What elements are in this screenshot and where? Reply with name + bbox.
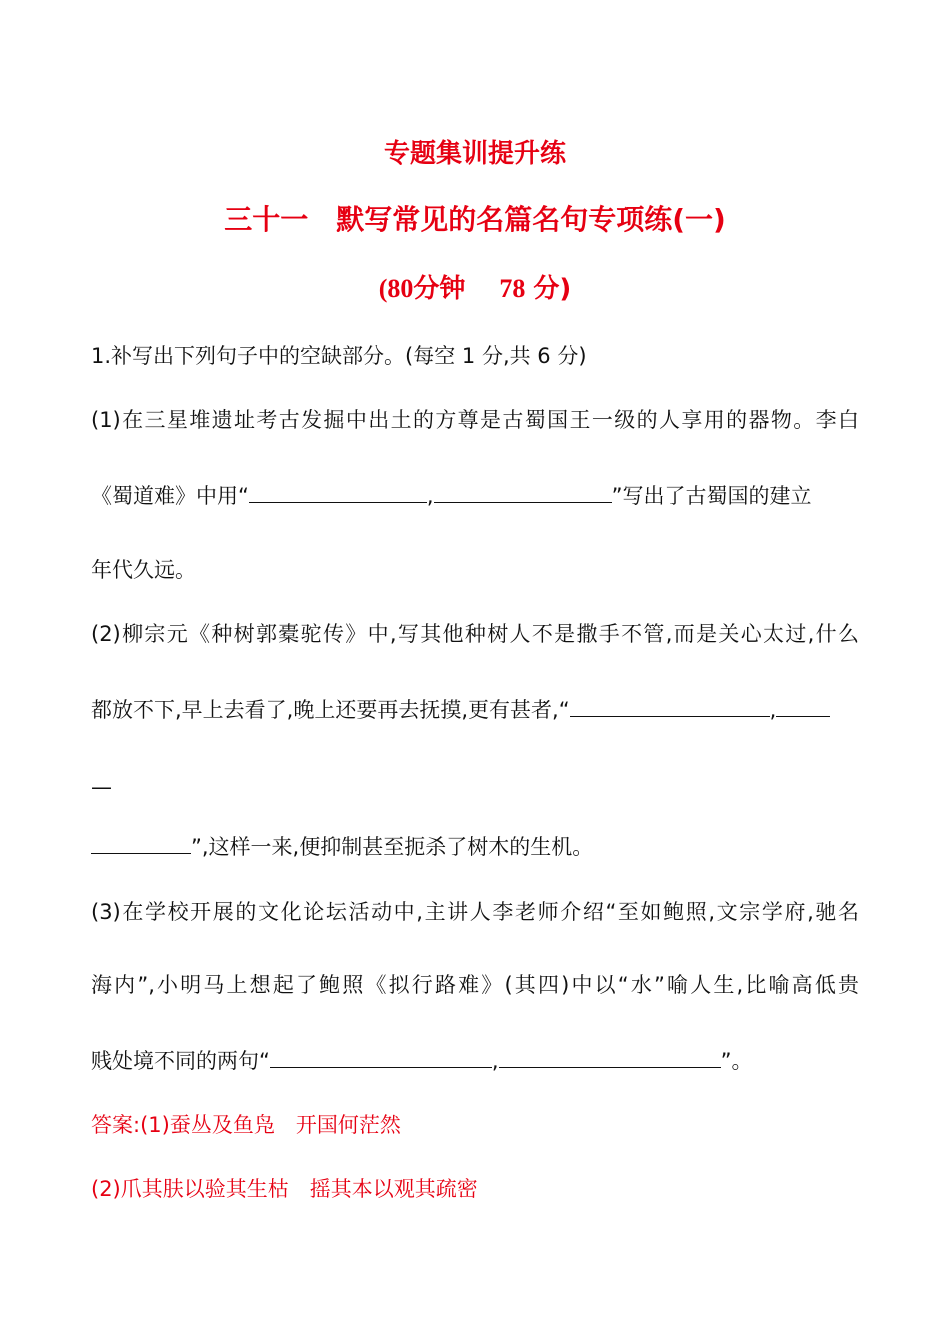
item2-line1: (2)柳宗元《种树郭橐驼传》中,写其他种树人不是撒手不管,而是关心太过,什么 bbox=[91, 622, 859, 646]
time-score-line bbox=[0, 268, 950, 305]
item1-line2-pre: 《蜀道难》中用“ bbox=[91, 484, 249, 508]
item2-line2-pre: 都放不下,早上去看了,晚上还要再去抚摸,更有甚者,“ bbox=[91, 698, 570, 722]
item2-blank-2b[interactable] bbox=[91, 831, 191, 854]
item2-blank-1[interactable] bbox=[570, 694, 770, 717]
item3-line3 bbox=[91, 1045, 752, 1076]
item2-line4-post: ”,这样一来,便抑制甚至扼杀了树木的生机。 bbox=[191, 835, 594, 859]
question-stem: 1.补写出下列句子中的空缺部分。(每空 1 分,共 6 分) bbox=[91, 344, 587, 368]
item3-line3-post: ”。 bbox=[720, 1049, 753, 1073]
item1-blank-2[interactable] bbox=[434, 480, 612, 503]
answer-line-2: (2)爪其肤以验其生枯 摇其本以观其疏密 bbox=[91, 1177, 478, 1201]
time-unit: 分钟 bbox=[413, 274, 466, 304]
item3-blank-2[interactable] bbox=[499, 1045, 721, 1068]
item1-line2 bbox=[91, 480, 811, 511]
series-title: 专题集训提升练 bbox=[383, 139, 566, 169]
item2-sep: , bbox=[769, 698, 777, 722]
item1-line1: (1)在三星堆遗址考古发掘中出土的方尊是古蜀国王一级的人享用的器物。李白 bbox=[91, 408, 859, 432]
item3-sep: , bbox=[491, 1049, 499, 1073]
item1-line3: 年代久远。 bbox=[91, 558, 196, 582]
item3-line2: 海内”,小明马上想起了鲍照《拟行路难》(其四)中以“水”喻人生,比喻高低贵 bbox=[91, 973, 859, 997]
topic-title: 三十一 默写常见的名篇名句专项练(一) bbox=[224, 203, 726, 236]
item3-blank-1[interactable] bbox=[270, 1045, 492, 1068]
item2-blank-2a[interactable] bbox=[776, 694, 830, 717]
item2-line4 bbox=[91, 831, 593, 862]
item2-line3: — bbox=[91, 775, 112, 799]
score-number: 78 bbox=[499, 274, 526, 303]
score-close: 分) bbox=[533, 274, 572, 304]
time-open: (80 bbox=[378, 274, 414, 303]
item1-line2-post: ”写出了古蜀国的建立 bbox=[611, 484, 812, 508]
item3-line3-pre: 贱处境不同的两句“ bbox=[91, 1049, 270, 1073]
item1-sep: , bbox=[426, 484, 434, 508]
answer-line-1: 答案:(1)蚕丛及鱼凫 开国何茫然 bbox=[91, 1113, 401, 1137]
item2-line2 bbox=[91, 694, 830, 725]
item1-blank-1[interactable] bbox=[249, 480, 427, 503]
item3-line1: (3)在学校开展的文化论坛活动中,主讲人李老师介绍“至如鲍照,文宗学府,驰名 bbox=[91, 900, 859, 924]
